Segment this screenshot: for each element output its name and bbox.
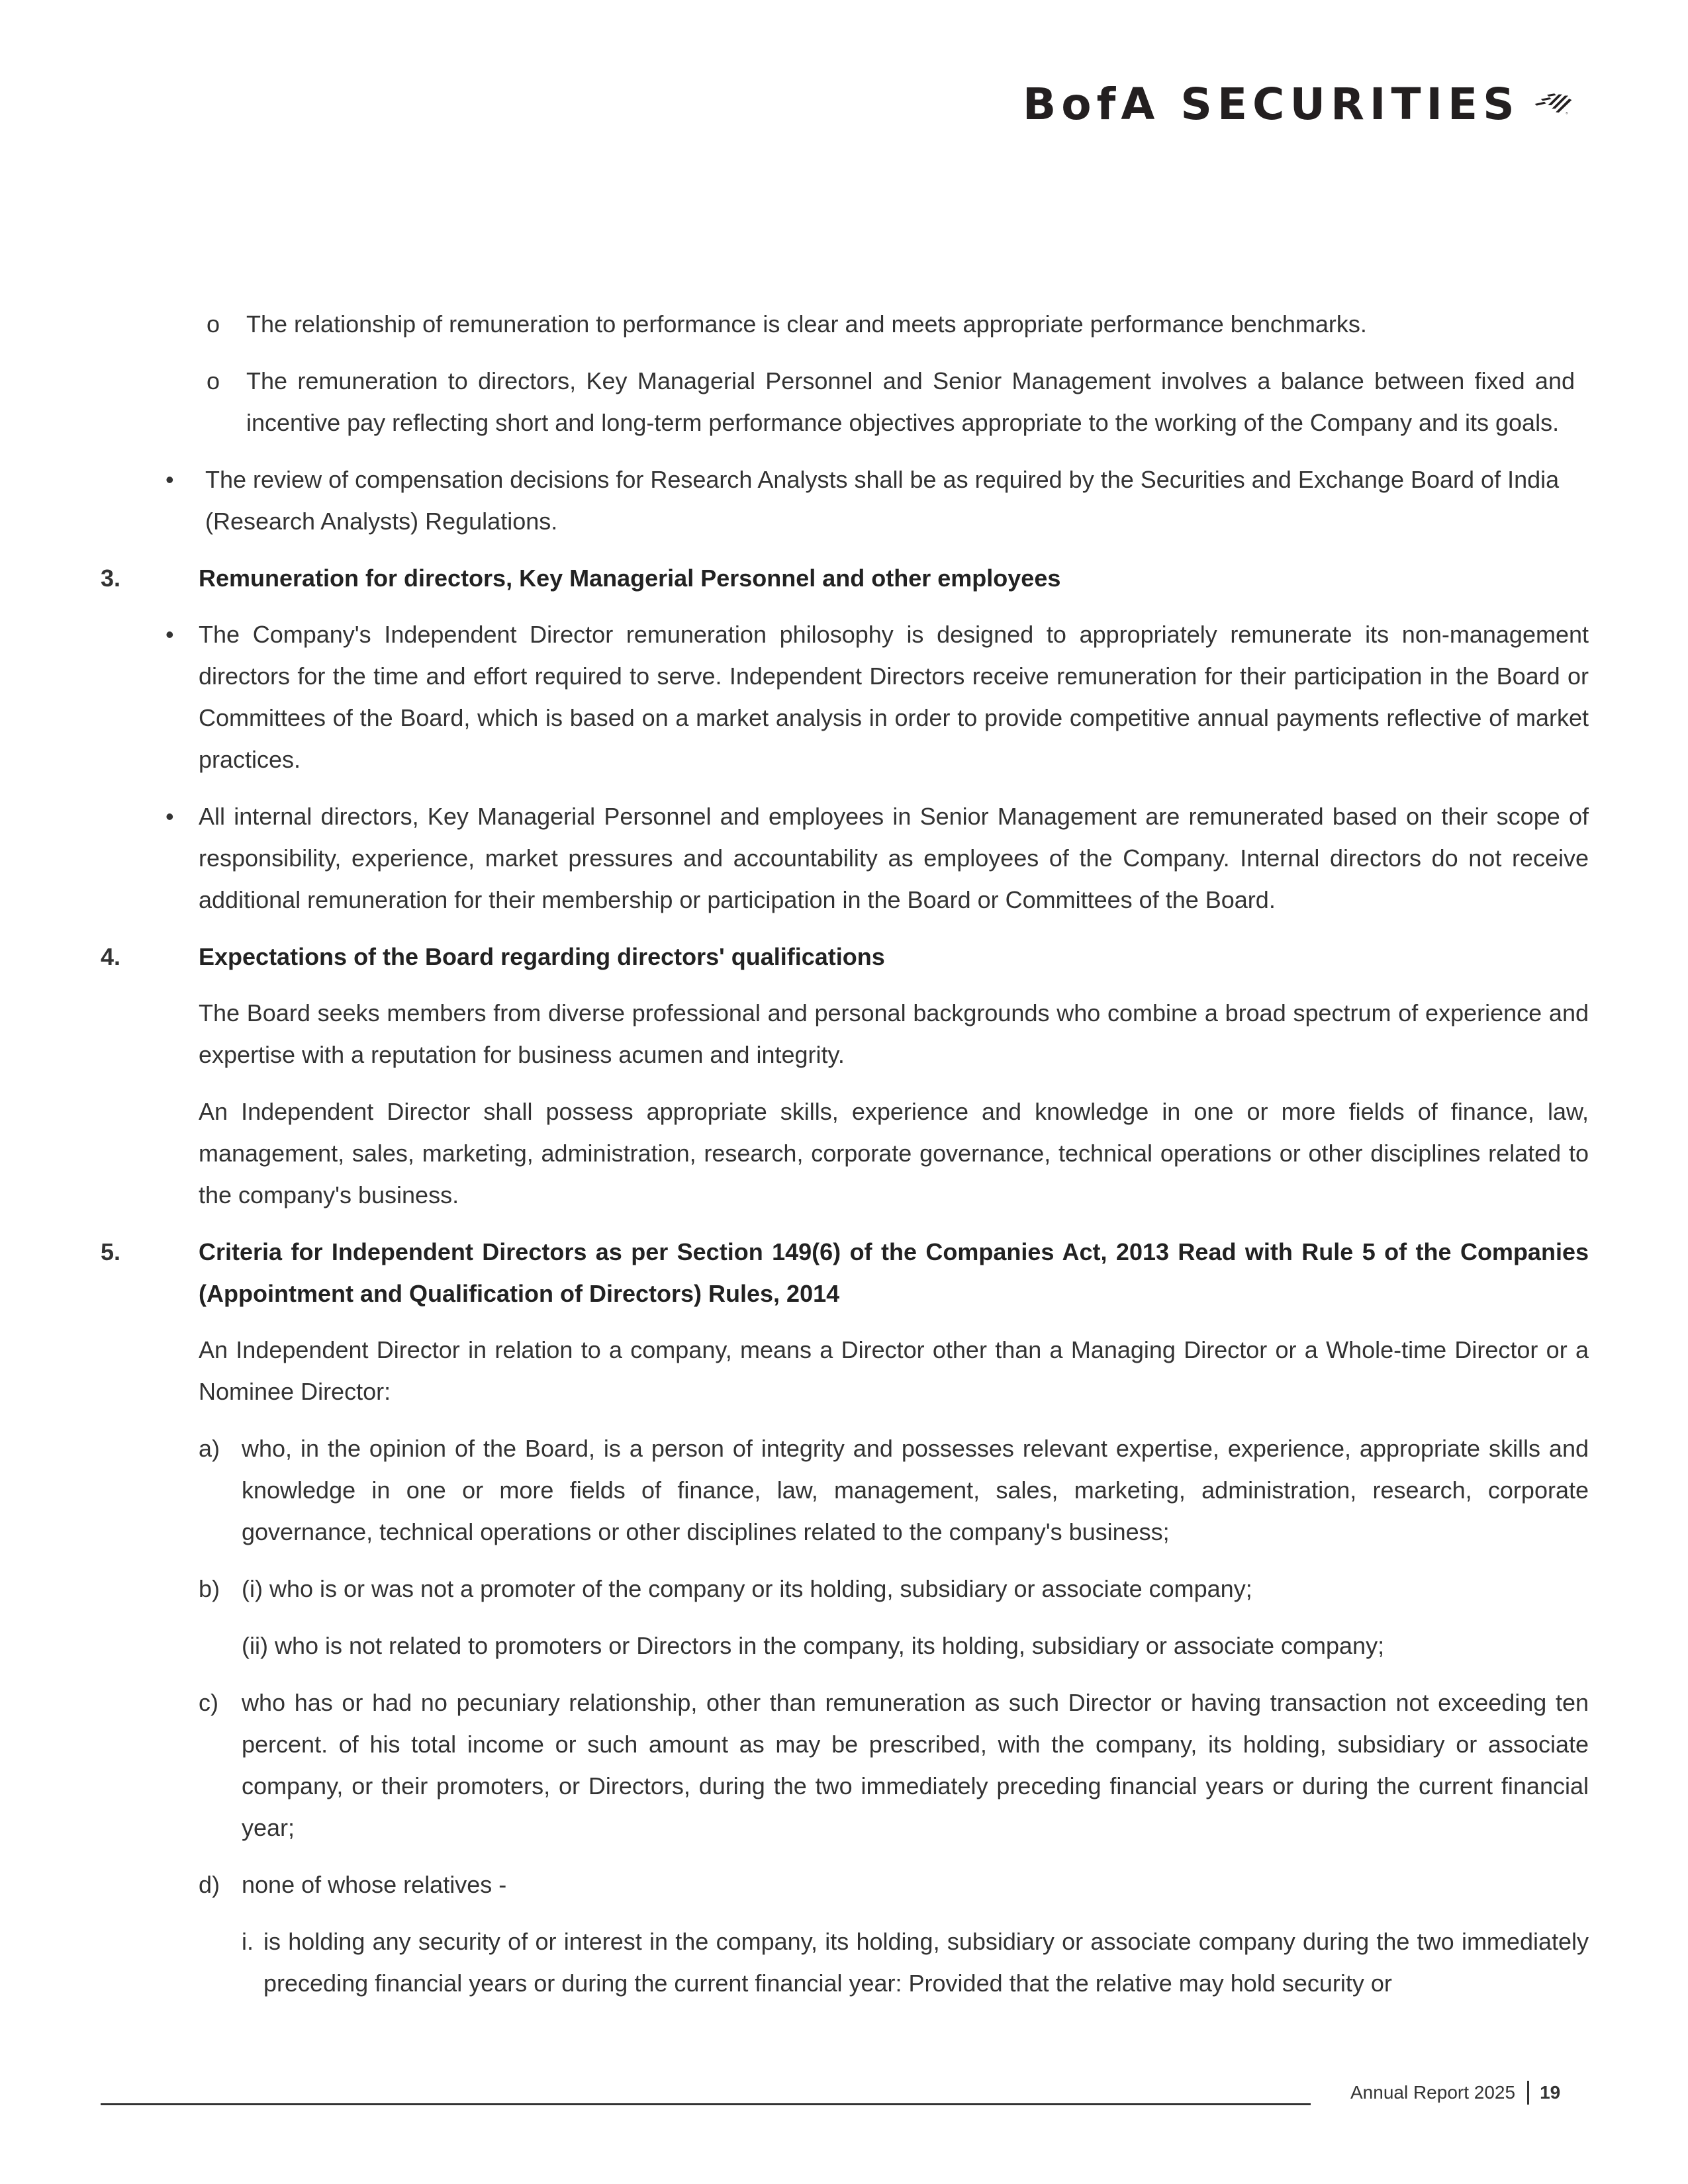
section-heading [0, 936, 1688, 978]
list-text: who, in the opinion of the Board, is a person of integrity and possesses relevant expertise, experience, appropriate skills and knowledge in one or more fields of finance, law, management, sales, marketing, administration, research, corporate governance, technical operations or other disciplines related to the company's business; [242, 1435, 1589, 1545]
page-number: 19 [1540, 2082, 1561, 2103]
dot-bullet-icon: • [165, 803, 174, 830]
circle-bullet-icon: o [207, 367, 220, 394]
bullet-text: All internal directors, Key Managerial Personnel and employees in Senior Management are remunerated based on their scope of responsibility, experience, market pressures and accountability as employees of the Company. Internal directors do not receive additional remuneration for their membership or participation in the Board or Committees of the Board. [199, 803, 1589, 913]
svg-text:®: ® [1565, 111, 1568, 115]
list-label: c) [199, 1689, 218, 1716]
paragraph-text: The Board seeks members from diverse professional and personal backgrounds who combine a broad spectrum of experience and expertise with a reputation for business acumen and integrity. [199, 999, 1589, 1068]
list-item [0, 1682, 1688, 1848]
list-text: is holding any security of or interest in the company, its holding, subsidiary or associate company during the two immediately preceding financial years or during the current financial year: Provided that the relative may hold security or [263, 1928, 1589, 1997]
bullet-text: The review of compensation decisions for Research Analysts shall be as required by the Securities and Exchange Board of India (Research Analysts) Regulations. [205, 466, 1560, 535]
footer-rule [101, 2103, 1311, 2105]
logo-wordmark: BofA SECURITIES [1023, 78, 1520, 130]
list-subitem [0, 1921, 1688, 2004]
paragraph [0, 992, 1688, 1075]
section-number: 5. [101, 1238, 121, 1265]
list-item [0, 1568, 1688, 1610]
list-label: d) [199, 1871, 220, 1898]
sub-bullet-item [0, 360, 1688, 443]
paragraph-text: An Independent Director in relation to a company, means a Director other than a Managing Director or a Whole-time Director or a Nominee Director: [199, 1336, 1589, 1405]
bullet-text: The relationship of remuneration to performance is clear and meets appropriate performance benchmarks. [246, 310, 1367, 338]
bullet-item [0, 459, 1688, 542]
section-title: Expectations of the Board regarding directors' qualifications [199, 943, 885, 970]
bullet-item [0, 796, 1688, 921]
page-footer [1350, 2079, 1560, 2106]
document-body [0, 303, 1688, 2019]
flag-stripes-icon [1534, 71, 1572, 137]
list-label: a) [199, 1435, 220, 1462]
section-heading [0, 557, 1688, 599]
sub-bullet-item [0, 303, 1688, 345]
bullet-text: The remuneration to directors, Key Managerial Personnel and Senior Management involves a balance between fixed and incentive pay reflecting short and long-term performance objectives appropriate to the working of the Company and its goals. [246, 367, 1575, 436]
paragraph [0, 1329, 1688, 1412]
circle-bullet-icon: o [207, 310, 220, 338]
section-number: 4. [101, 943, 121, 970]
paragraph-text: An Independent Director shall possess appropriate skills, experience and knowledge in one or more fields of finance, law, management, sales, marketing, administration, research, corporate governance, technical operations or other disciplines related to the company's business. [199, 1098, 1589, 1208]
list-subitem [0, 1625, 1688, 1666]
footer-separator [1527, 2081, 1529, 2105]
dot-bullet-icon: • [165, 621, 174, 648]
list-item [0, 1428, 1688, 1553]
list-label: b) [199, 1575, 220, 1602]
list-text: (i) who is or was not a promoter of the company or its holding, subsidiary or associate company; [242, 1575, 1252, 1602]
paragraph [0, 1091, 1688, 1216]
section-number: 3. [101, 565, 121, 592]
section-heading [0, 1231, 1688, 1314]
list-label: i. [242, 1928, 254, 1955]
list-text: (ii) who is not related to promoters or Directors in the company, its holding, subsidiary or associate company; [242, 1632, 1385, 1659]
list-text: none of whose relatives - [242, 1871, 507, 1898]
section-title: Remuneration for directors, Key Managerial Personnel and other employees [199, 565, 1061, 592]
section-title: Criteria for Independent Directors as per Section 149(6) of the Companies Act, 2013 Read with Rule 5 of the Companies (Appointment and Qualification of Directors) Rules, 2014 [199, 1238, 1589, 1307]
report-name: Annual Report 2025 [1350, 2082, 1516, 2103]
list-item [0, 1864, 1688, 1905]
bofa-securities-logo [1023, 68, 1572, 140]
bullet-item [0, 614, 1688, 780]
dot-bullet-icon: • [165, 466, 174, 493]
list-text: who has or had no pecuniary relationship, other than remuneration as such Director or having transaction not exceeding ten percent. of his total income or such amount as may be prescribed, with the company, its holding, subsidiary or associate company, or their promoters, or Directors, during the two immediately preceding financial years or during the current financial year; [242, 1689, 1589, 1841]
bullet-text: The Company's Independent Director remuneration philosophy is designed to appropriately remunerate its non-management directors for the time and effort required to serve. Independent Directors receive remuneration for their participation in the Board or Committees of the Board, which is based on a market analysis in order to provide competitive annual payments reflective of market practices. [199, 621, 1589, 773]
